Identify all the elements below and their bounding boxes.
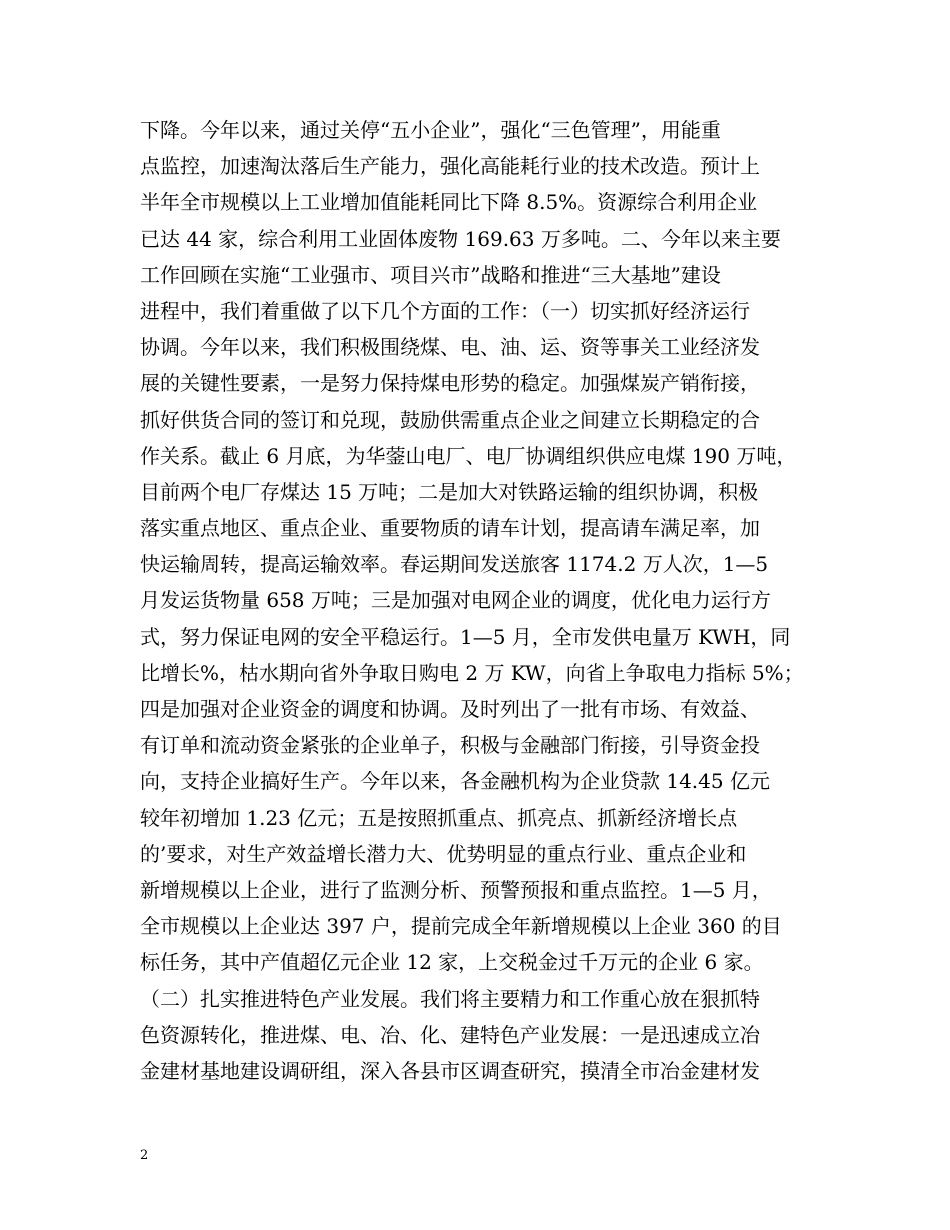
text-line-9: 抓好供货合同的签订和兑现，鼓励供需重点企业之间建立长期稳定的合 — [140, 407, 760, 432]
text-line-12: 落实重点地区、重点企业、重要物质的请车计划，提高请车满足率，加 — [140, 516, 760, 541]
text-line-15: 式，努力保证电网的安全平稳运行。1—5 月，全市发供电量万 KWH，同 — [140, 624, 791, 649]
text-line-23: 全市规模以上企业达 397 户，提前完成全年新增规模以上企业 360 的目 — [140, 914, 782, 939]
text-line-22: 新增规模以上企业，进行了监测分析、预警预报和重点监控。1—5 月， — [140, 877, 772, 902]
text-line-14: 月发运货物量 658 万吨；三是加强对电网企业的调度，优化电力运行方 — [140, 588, 771, 613]
text-line-21: 的’要求，对生产效益增长潜力大、优势明显的重点行业、重点企业和 — [140, 841, 747, 866]
text-line-24: 标任务，其中产值超亿元企业 12 家，上交税金过千万元的企业 6 家。 — [140, 950, 764, 975]
text-line-18: 有订单和流动资金紧张的企业单子，积极与金融部门衔接，引导资金投 — [140, 733, 760, 758]
text-line-26: 色资源转化，推进煤、电、冶、化、建特色产业发展：一是迅速成立冶 — [140, 1022, 760, 1047]
text-line-1: 下降。今年以来，通过关停“五小企业”，强化“三色管理”，用能重 — [140, 118, 721, 142]
text-line-19: 向，支持企业搞好生产。今年以来，各金融机构为企业贷款 14.45 亿元 — [140, 769, 770, 794]
text-line-4: 已达 44 家，综合利用工业固体废物 169.63 万多吨。二、今年以来主要 — [140, 226, 781, 251]
text-line-6: 进程中，我们着重做了以下几个方面的工作：（一）切实抓好经济运行 — [140, 298, 750, 323]
text-line-7: 协调。今年以来，我们积极围绕煤、电、油、运、资等事关工业经济发 — [140, 335, 760, 360]
text-line-5: 工作回顾在实施“工业强市、项目兴市”战略和推进“三大基地”建设 — [140, 262, 721, 287]
text-line-3: 半年全市规模以上工业增加值能耗同比下降 8.5%。资源综合利用企业 — [140, 190, 758, 215]
text-line-25: （二）扎实推进特色产业发展。我们将主要精力和工作重心放在狠抓特 — [140, 986, 760, 1011]
body-text — [140, 112, 830, 1089]
text-line-20: 较年初增加 1.23 亿元；五是按照抓重点、抓亮点、抓新经济增长点 — [140, 805, 738, 830]
text-line-16: 比增长%，枯水期向省外争取日购电 2 万 KW，向省上争取电力指标 5%； — [140, 660, 804, 685]
text-line-8: 展的关键性要素，一是努力保持煤电形势的稳定。加强煤炭产销衔接， — [140, 371, 760, 396]
text-line-13: 快运输周转，提高运输效率。春运期间发送旅客 1174.2 万人次，1—5 — [140, 552, 769, 577]
text-line-10: 作关系。截止 6 月底，为华蓥山电厂、电厂协调组织供应电煤 190 万吨， — [140, 443, 797, 468]
page-number: 2 — [140, 1148, 149, 1163]
text-line-27: 金建材基地建设调研组，深入各县市区调查研究，摸清全市冶金建材发 — [140, 1058, 760, 1083]
text-line-17: 四是加强对企业资金的调度和协调。及时列出了一批有市场、有效益、 — [140, 697, 760, 721]
text-line-2: 点监控，加速淘汰落后生产能力，强化高能耗行业的技术改造。预计上 — [140, 154, 760, 179]
text-line-11: 目前两个电厂存煤达 15 万吨；二是加大对铁路运输的组织协调，积极 — [140, 479, 759, 504]
